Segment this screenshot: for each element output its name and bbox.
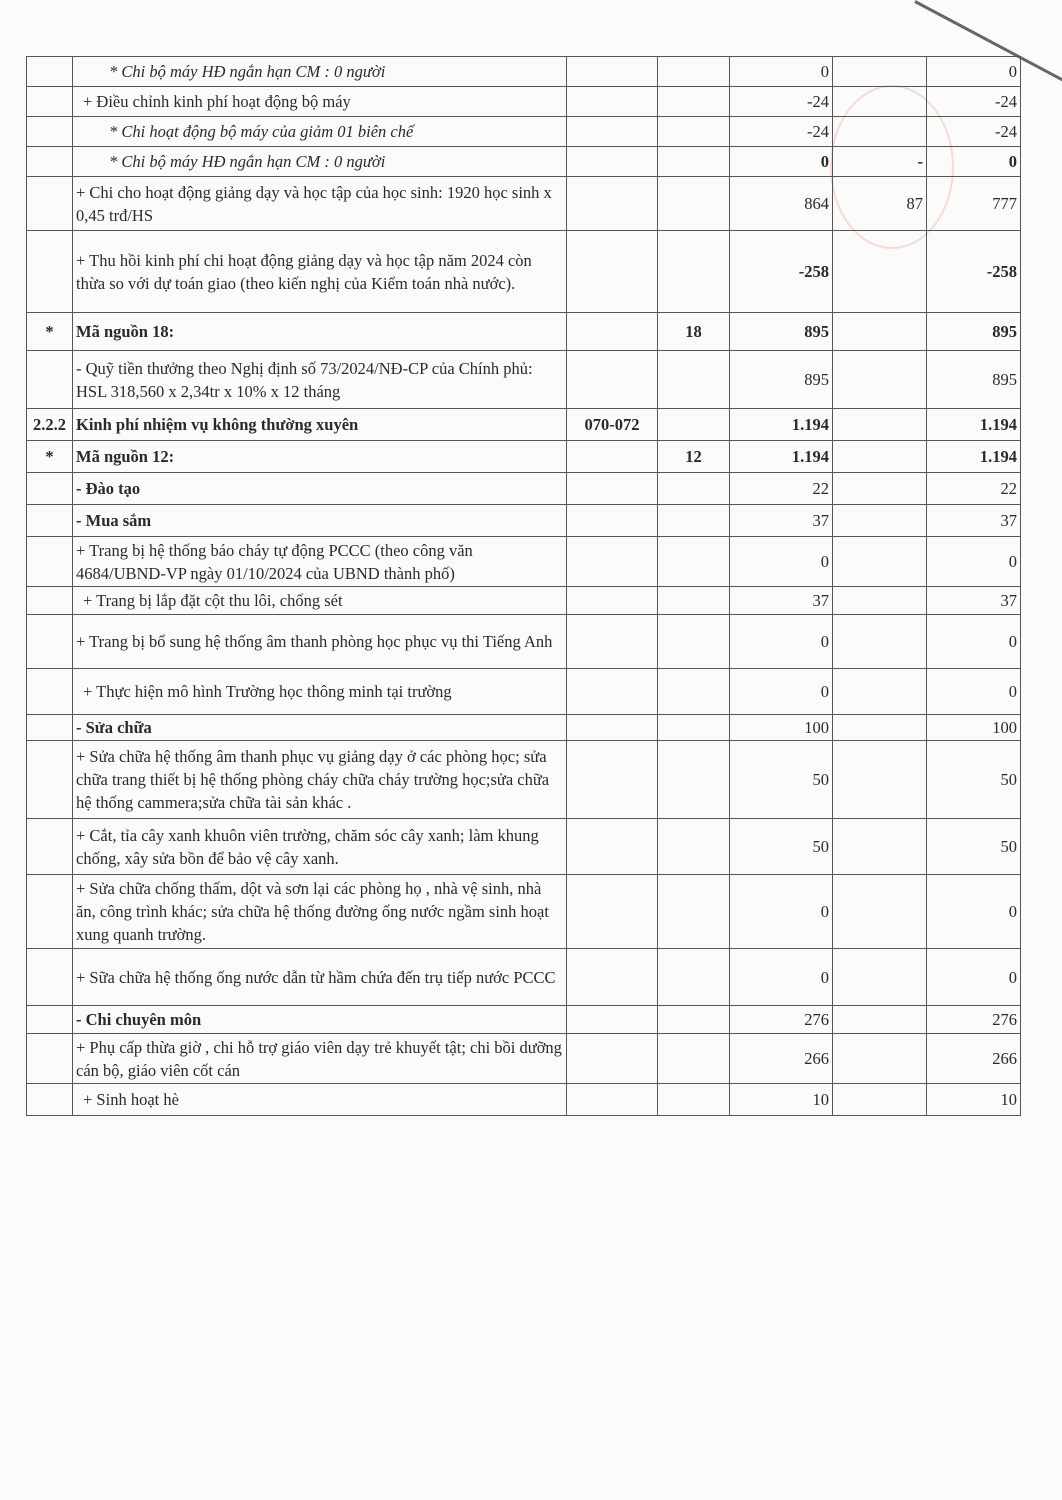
description-cell: + Thu hồi kinh phí chi hoạt động giảng dạy và học tập năm 2024 còn thừa so với dự toán giao (theo kiến nghị của Kiểm toán nhà nước). xyxy=(73,231,567,313)
total-cell: 50 xyxy=(927,741,1021,819)
total-cell: -24 xyxy=(927,117,1021,147)
code-cell xyxy=(567,537,658,587)
description-cell: + Sinh hoạt hè xyxy=(73,1084,567,1116)
amount-cell: 0 xyxy=(730,57,833,87)
code-cell xyxy=(567,875,658,949)
source-cell xyxy=(658,1034,730,1084)
table-row xyxy=(27,949,1021,1006)
adjustment-cell xyxy=(833,409,927,441)
source-cell xyxy=(658,57,730,87)
code-cell xyxy=(567,117,658,147)
amount-cell: 10 xyxy=(730,1084,833,1116)
source-cell xyxy=(658,473,730,505)
row-index-cell xyxy=(27,669,73,715)
source-cell xyxy=(658,537,730,587)
row-index-cell xyxy=(27,741,73,819)
row-index-cell xyxy=(27,57,73,87)
total-cell: 266 xyxy=(927,1034,1021,1084)
amount-cell: 100 xyxy=(730,715,833,741)
table-row xyxy=(27,875,1021,949)
total-cell: 50 xyxy=(927,819,1021,875)
source-cell xyxy=(658,1006,730,1034)
source-cell xyxy=(658,875,730,949)
description-cell: * Chi bộ máy HĐ ngắn hạn CM : 0 người xyxy=(73,147,567,177)
description-cell: Mã nguồn 12: xyxy=(73,441,567,473)
total-cell: 10 xyxy=(927,1084,1021,1116)
adjustment-cell xyxy=(833,117,927,147)
amount-cell: 1.194 xyxy=(730,441,833,473)
source-cell xyxy=(658,587,730,615)
row-index-cell xyxy=(27,1006,73,1034)
amount-cell: 50 xyxy=(730,741,833,819)
code-cell xyxy=(567,351,658,409)
adjustment-cell xyxy=(833,741,927,819)
source-cell: 12 xyxy=(658,441,730,473)
amount-cell: -258 xyxy=(730,231,833,313)
description-cell: + Thực hiện mô hình Trường học thông minh tại trường xyxy=(73,669,567,715)
description-cell: + Cắt, tỉa cây xanh khuôn viên trường, chăm sóc cây xanh; làm khung chống, xây sửa bồn để bảo vệ cây xanh. xyxy=(73,819,567,875)
row-index-cell xyxy=(27,875,73,949)
adjustment-cell xyxy=(833,1084,927,1116)
description-cell: * Chi hoạt động bộ máy của giảm 01 biên chế xyxy=(73,117,567,147)
source-cell xyxy=(658,87,730,117)
table-row xyxy=(27,473,1021,505)
row-index-cell xyxy=(27,1084,73,1116)
table-row xyxy=(27,177,1021,231)
table-row xyxy=(27,147,1021,177)
adjustment-cell xyxy=(833,57,927,87)
amount-cell: 0 xyxy=(730,147,833,177)
amount-cell: 0 xyxy=(730,669,833,715)
description-cell: + Trang bị lắp đặt cột thu lôi, chống sét xyxy=(73,587,567,615)
table-row xyxy=(27,1084,1021,1116)
row-index-cell: * xyxy=(27,441,73,473)
total-cell: 100 xyxy=(927,715,1021,741)
table-row xyxy=(27,587,1021,615)
row-index-cell: * xyxy=(27,313,73,351)
code-cell: 070-072 xyxy=(567,409,658,441)
row-index-cell xyxy=(27,147,73,177)
amount-cell: 50 xyxy=(730,819,833,875)
description-cell: + Chi cho hoạt động giảng dạy và học tập của học sinh: 1920 học sinh x 0,45 trđ/HS xyxy=(73,177,567,231)
total-cell: 895 xyxy=(927,313,1021,351)
source-cell xyxy=(658,715,730,741)
description-cell: * Chi bộ máy HĐ ngắn hạn CM : 0 người xyxy=(73,57,567,87)
amount-cell: -24 xyxy=(730,117,833,147)
description-cell: Kinh phí nhiệm vụ không thường xuyên xyxy=(73,409,567,441)
table-row xyxy=(27,57,1021,87)
total-cell: 0 xyxy=(927,57,1021,87)
row-index-cell xyxy=(27,177,73,231)
adjustment-cell xyxy=(833,505,927,537)
source-cell xyxy=(658,949,730,1006)
table-row xyxy=(27,537,1021,587)
source-cell xyxy=(658,741,730,819)
code-cell xyxy=(567,1084,658,1116)
total-cell: 0 xyxy=(927,875,1021,949)
code-cell xyxy=(567,1034,658,1084)
table-row xyxy=(27,819,1021,875)
row-index-cell xyxy=(27,87,73,117)
total-cell: -24 xyxy=(927,87,1021,117)
row-index-cell xyxy=(27,231,73,313)
code-cell xyxy=(567,819,658,875)
amount-cell: 22 xyxy=(730,473,833,505)
description-cell: + Sửa chữa hệ thống âm thanh phục vụ giảng dạy ở các phòng học; sửa chữa trang thiết bị hệ thống phòng cháy chữa cháy trường học;sửa chữa hệ thống cammera;sửa chữa tài sản khác . xyxy=(73,741,567,819)
code-cell xyxy=(567,473,658,505)
total-cell: 22 xyxy=(927,473,1021,505)
row-index-cell xyxy=(27,949,73,1006)
adjustment-cell xyxy=(833,587,927,615)
amount-cell: 37 xyxy=(730,505,833,537)
total-cell: -258 xyxy=(927,231,1021,313)
total-cell: 1.194 xyxy=(927,441,1021,473)
code-cell xyxy=(567,615,658,669)
row-index-cell xyxy=(27,117,73,147)
code-cell xyxy=(567,715,658,741)
row-index-cell xyxy=(27,351,73,409)
table-row xyxy=(27,313,1021,351)
total-cell: 0 xyxy=(927,147,1021,177)
table-row xyxy=(27,715,1021,741)
description-cell: - Đào tạo xyxy=(73,473,567,505)
adjustment-cell xyxy=(833,819,927,875)
description-cell: - Quỹ tiền thưởng theo Nghị định số 73/2024/NĐ-CP của Chính phủ: HSL 318,560 x 2,34tr x 10% x 12 tháng xyxy=(73,351,567,409)
source-cell xyxy=(658,177,730,231)
adjustment-cell xyxy=(833,313,927,351)
description-cell: - Chi chuyên môn xyxy=(73,1006,567,1034)
total-cell: 0 xyxy=(927,949,1021,1006)
table-row xyxy=(27,441,1021,473)
code-cell xyxy=(567,441,658,473)
table-row xyxy=(27,117,1021,147)
amount-cell: 37 xyxy=(730,587,833,615)
amount-cell: 864 xyxy=(730,177,833,231)
description-cell: + Sữa chữa hệ thống ống nước dẫn từ hầm chứa đến trụ tiếp nước PCCC xyxy=(73,949,567,1006)
code-cell xyxy=(567,177,658,231)
amount-cell: -24 xyxy=(730,87,833,117)
description-cell: - Sửa chữa xyxy=(73,715,567,741)
code-cell xyxy=(567,87,658,117)
total-cell: 0 xyxy=(927,537,1021,587)
table-row xyxy=(27,1006,1021,1034)
table-row xyxy=(27,505,1021,537)
source-cell xyxy=(658,147,730,177)
table-row xyxy=(27,409,1021,441)
table-row xyxy=(27,351,1021,409)
row-index-cell xyxy=(27,615,73,669)
description-cell: + Trang bị hệ thống báo cháy tự động PCCC (theo công văn 4684/UBND-VP ngày 01/10/2024 của UBND thành phố) xyxy=(73,537,567,587)
total-cell: 1.194 xyxy=(927,409,1021,441)
total-cell: 0 xyxy=(927,669,1021,715)
row-index-cell xyxy=(27,473,73,505)
row-index-cell xyxy=(27,715,73,741)
table-row xyxy=(27,231,1021,313)
adjustment-cell xyxy=(833,1006,927,1034)
row-index-cell xyxy=(27,587,73,615)
source-cell xyxy=(658,117,730,147)
table-row xyxy=(27,1034,1021,1084)
code-cell xyxy=(567,313,658,351)
adjustment-cell xyxy=(833,231,927,313)
total-cell: 0 xyxy=(927,615,1021,669)
amount-cell: 1.194 xyxy=(730,409,833,441)
description-cell: + Trang bị bổ sung hệ thống âm thanh phòng học phục vụ thi Tiếng Anh xyxy=(73,615,567,669)
code-cell xyxy=(567,231,658,313)
adjustment-cell xyxy=(833,351,927,409)
row-index-cell xyxy=(27,505,73,537)
table-row xyxy=(27,741,1021,819)
code-cell xyxy=(567,949,658,1006)
source-cell xyxy=(658,615,730,669)
row-index-cell xyxy=(27,819,73,875)
adjustment-cell xyxy=(833,949,927,1006)
amount-cell: 0 xyxy=(730,537,833,587)
source-cell: 18 xyxy=(658,313,730,351)
table-row xyxy=(27,87,1021,117)
code-cell xyxy=(567,57,658,87)
description-cell: - Mua sắm xyxy=(73,505,567,537)
adjustment-cell xyxy=(833,537,927,587)
row-index-cell: 2.2.2 xyxy=(27,409,73,441)
total-cell: 276 xyxy=(927,1006,1021,1034)
row-index-cell xyxy=(27,1034,73,1084)
adjustment-cell xyxy=(833,473,927,505)
row-index-cell xyxy=(27,537,73,587)
total-cell: 37 xyxy=(927,505,1021,537)
amount-cell: 895 xyxy=(730,351,833,409)
source-cell xyxy=(658,505,730,537)
code-cell xyxy=(567,147,658,177)
source-cell xyxy=(658,669,730,715)
adjustment-cell xyxy=(833,441,927,473)
table-row xyxy=(27,615,1021,669)
code-cell xyxy=(567,669,658,715)
source-cell xyxy=(658,351,730,409)
amount-cell: 266 xyxy=(730,1034,833,1084)
adjustment-cell xyxy=(833,715,927,741)
amount-cell: 0 xyxy=(730,875,833,949)
source-cell xyxy=(658,409,730,441)
budget-table xyxy=(26,56,1021,1116)
adjustment-cell: 87 xyxy=(833,177,927,231)
code-cell xyxy=(567,741,658,819)
amount-cell: 0 xyxy=(730,949,833,1006)
source-cell xyxy=(658,231,730,313)
source-cell xyxy=(658,819,730,875)
adjustment-cell xyxy=(833,875,927,949)
adjustment-cell: - xyxy=(833,147,927,177)
amount-cell: 895 xyxy=(730,313,833,351)
description-cell: + Sửa chữa chống thấm, dột và sơn lại các phòng họ , nhà vệ sinh, nhà ăn, công trình khác; sửa chữa hệ thống đường ống nước ngầm sinh hoạt xung quanh trường. xyxy=(73,875,567,949)
description-cell: Mã nguồn 18: xyxy=(73,313,567,351)
code-cell xyxy=(567,587,658,615)
total-cell: 895 xyxy=(927,351,1021,409)
table-row xyxy=(27,669,1021,715)
description-cell: + Điều chỉnh kinh phí hoạt động bộ máy xyxy=(73,87,567,117)
code-cell xyxy=(567,505,658,537)
adjustment-cell xyxy=(833,669,927,715)
description-cell: + Phụ cấp thừa giờ , chi hỗ trợ giáo viên dạy trẻ khuyết tật; chi bồi dưỡng cán bộ, giáo viên cốt cán xyxy=(73,1034,567,1084)
source-cell xyxy=(658,1084,730,1116)
code-cell xyxy=(567,1006,658,1034)
adjustment-cell xyxy=(833,1034,927,1084)
total-cell: 37 xyxy=(927,587,1021,615)
amount-cell: 276 xyxy=(730,1006,833,1034)
amount-cell: 0 xyxy=(730,615,833,669)
total-cell: 777 xyxy=(927,177,1021,231)
adjustment-cell xyxy=(833,87,927,117)
adjustment-cell xyxy=(833,615,927,669)
